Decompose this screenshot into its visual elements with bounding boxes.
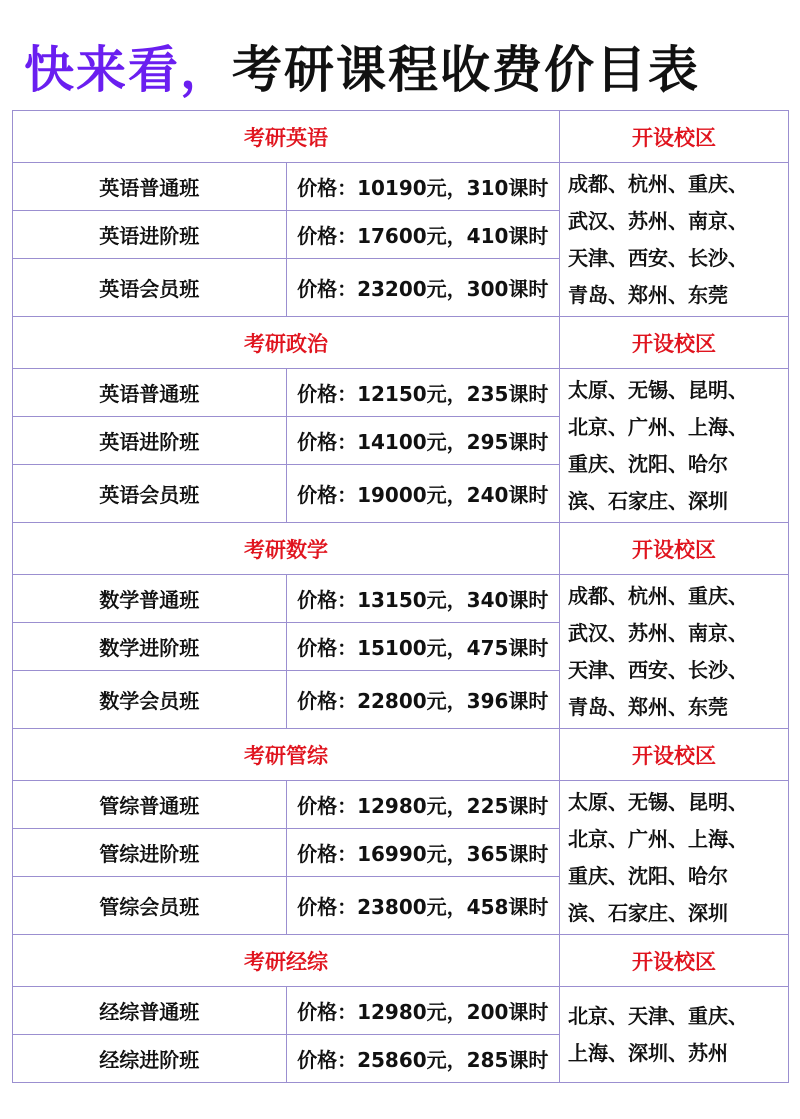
price-info: 价格：19000元，240课时 — [286, 465, 560, 523]
price-info: 价格：16990元，365课时 — [286, 829, 560, 877]
class-name: 英语进阶班 — [13, 211, 287, 259]
campus-line: 成都、杭州、重庆、 — [568, 583, 748, 608]
campus-header: 开设校区 — [560, 111, 789, 163]
campus-line: 天津、西安、长沙、 — [568, 657, 748, 682]
subject-title: 考研英语 — [13, 111, 560, 163]
price-info: 价格：10190元，310课时 — [286, 163, 560, 211]
campus-line: 重庆、沈阳、哈尔 — [568, 863, 728, 888]
campus-list — [560, 369, 789, 523]
campus-line: 北京、广州、上海、 — [568, 414, 748, 439]
table-row — [13, 163, 789, 211]
table-row — [13, 369, 789, 417]
price-info: 价格：13150元，340课时 — [286, 575, 560, 623]
price-info: 价格：23800元，458课时 — [286, 877, 560, 935]
class-name: 管综进阶班 — [13, 829, 287, 877]
campus-line: 青岛、郑州、东莞 — [568, 694, 728, 719]
campus-line: 滨、石家庄、深圳 — [568, 900, 728, 925]
table-row — [13, 987, 789, 1035]
class-name: 数学普通班 — [13, 575, 287, 623]
campus-list — [560, 781, 789, 935]
price-info: 价格：25860元，285课时 — [286, 1035, 560, 1083]
price-info: 价格：23200元，300课时 — [286, 259, 560, 317]
section-header — [13, 111, 789, 163]
campus-header: 开设校区 — [560, 317, 789, 369]
table-row — [13, 781, 789, 829]
title-highlight: 快来看， — [24, 41, 232, 99]
class-name: 管综会员班 — [13, 877, 287, 935]
price-info: 价格：14100元，295课时 — [286, 417, 560, 465]
campus-line: 北京、广州、上海、 — [568, 826, 748, 851]
campus-line: 太原、无锡、昆明、 — [568, 789, 748, 814]
campus-line: 上海、深圳、苏州 — [568, 1040, 728, 1065]
class-name: 管综普通班 — [13, 781, 287, 829]
campus-header: 开设校区 — [560, 523, 789, 575]
price-table — [12, 110, 789, 1083]
campus-list — [560, 575, 789, 729]
title-main: 考研课程收费价目表 — [232, 41, 700, 99]
campus-line: 滨、石家庄、深圳 — [568, 488, 728, 513]
price-info: 价格：12980元，225课时 — [286, 781, 560, 829]
class-name: 经综普通班 — [13, 987, 287, 1035]
price-info: 价格：22800元，396课时 — [286, 671, 560, 729]
class-name: 英语会员班 — [13, 465, 287, 523]
subject-title: 考研政治 — [13, 317, 560, 369]
section-header — [13, 729, 789, 781]
price-info: 价格：15100元，475课时 — [286, 623, 560, 671]
class-name: 英语进阶班 — [13, 417, 287, 465]
campus-header: 开设校区 — [560, 935, 789, 987]
section-header — [13, 317, 789, 369]
campus-line: 成都、杭州、重庆、 — [568, 171, 748, 196]
campus-line: 武汉、苏州、南京、 — [568, 620, 748, 645]
campus-list — [560, 163, 789, 317]
class-name: 英语会员班 — [13, 259, 287, 317]
campus-line: 青岛、郑州、东莞 — [568, 282, 728, 307]
campus-header: 开设校区 — [560, 729, 789, 781]
page-title — [24, 30, 700, 102]
campus-line: 重庆、沈阳、哈尔 — [568, 451, 728, 476]
table-row — [13, 575, 789, 623]
campus-list — [560, 987, 789, 1083]
class-name: 数学进阶班 — [13, 623, 287, 671]
section-header — [13, 935, 789, 987]
campus-line: 天津、西安、长沙、 — [568, 245, 748, 270]
campus-line: 太原、无锡、昆明、 — [568, 377, 748, 402]
campus-line: 北京、天津、重庆、 — [568, 1003, 748, 1028]
class-name: 数学会员班 — [13, 671, 287, 729]
price-info: 价格：17600元，410课时 — [286, 211, 560, 259]
class-name: 英语普通班 — [13, 369, 287, 417]
subject-title: 考研管综 — [13, 729, 560, 781]
price-info: 价格：12980元，200课时 — [286, 987, 560, 1035]
campus-line: 武汉、苏州、南京、 — [568, 208, 748, 233]
class-name: 英语普通班 — [13, 163, 287, 211]
subject-title: 考研数学 — [13, 523, 560, 575]
class-name: 经综进阶班 — [13, 1035, 287, 1083]
price-info: 价格：12150元，235课时 — [286, 369, 560, 417]
section-header — [13, 523, 789, 575]
subject-title: 考研经综 — [13, 935, 560, 987]
